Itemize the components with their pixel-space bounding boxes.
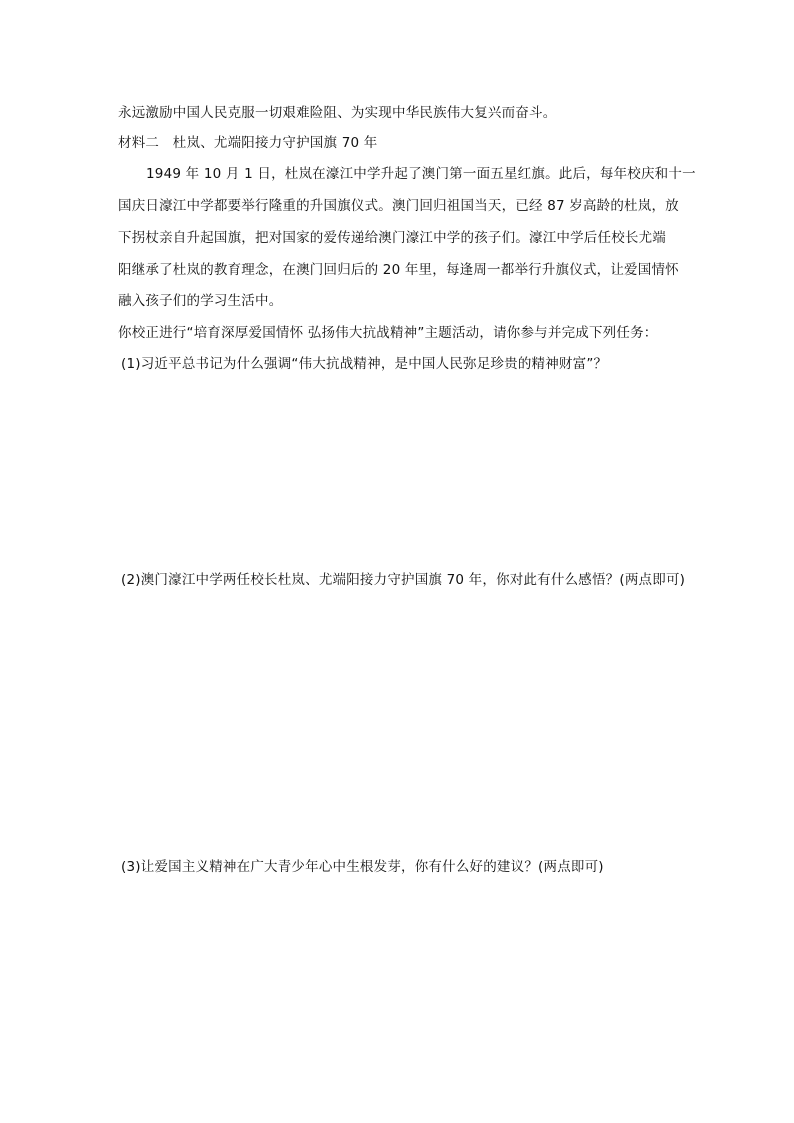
- material-two-paragraph-line: 融入孩子们的学习生活中。: [118, 293, 283, 309]
- material-two-heading: 材料二 杜岚、尤端阳接力守护国旗 70 年: [118, 135, 378, 151]
- question-1: (1)习近平总书记为什么强调“伟大抗战精神，是中国人民弥足珍贵的精神财富”？: [121, 356, 608, 372]
- material-two-paragraph-line: 1949 年 10 月 1 日，杜岚在濠江中学升起了澳门第一面五星红旗。此后，每年校庆和十一: [146, 166, 696, 182]
- material-two-paragraph-line: 阳继承了杜岚的教育理念，在澳门回归后的 20 年里，每逢周一都举行升旗仪式，让爱国情怀: [118, 262, 679, 278]
- question-2: (2)澳门濠江中学两任校长杜岚、尤端阳接力守护国旗 70 年，你对此有什么感悟？(两点即可): [121, 572, 686, 588]
- intro-line: 永远激励中国人民克服一切艰难险阻、为实现中华民族伟大复兴而奋斗。: [118, 105, 557, 121]
- material-two-paragraph-line: 国庆日濠江中学都要举行隆重的升国旗仪式。澳门回归祖国当天，已经 87 岁高龄的杜岚，放: [118, 198, 679, 214]
- task-intro: 你校正进行“培育深厚爱国情怀 弘扬伟大抗战精神”主题活动，请你参与并完成下列任务：: [118, 325, 658, 341]
- material-two-paragraph-line: 下拐杖亲自升起国旗，把对国家的爱传递给澳门濠江中学的孩子们。濠江中学后任校长尤端: [118, 230, 666, 246]
- question-3: (3)让爱国主义精神在广大青少年心中生根发芽，你有什么好的建议？(两点即可): [121, 859, 604, 875]
